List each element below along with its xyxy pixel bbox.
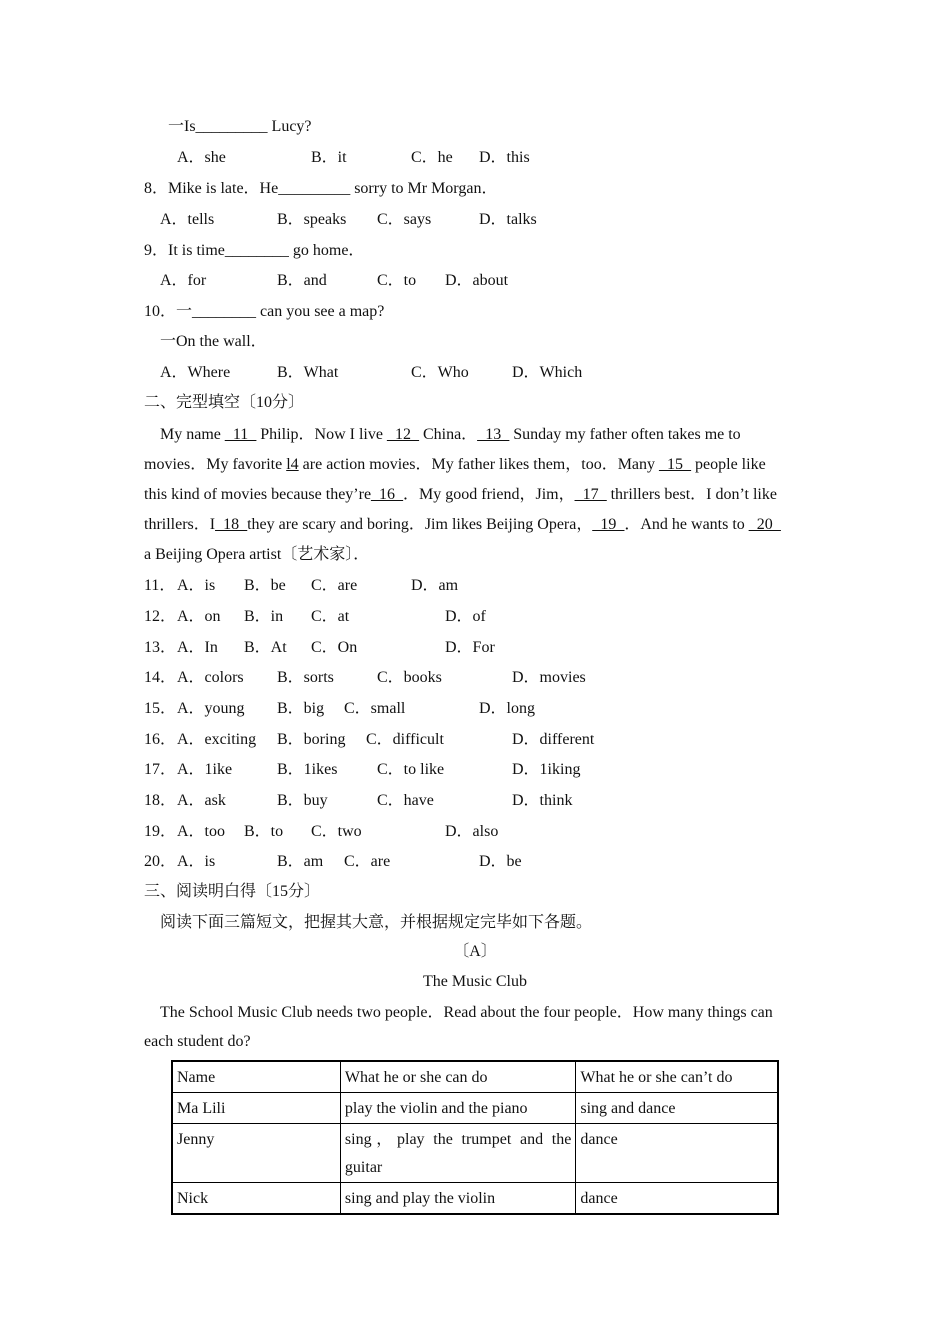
q9-option-b: B．and xyxy=(277,272,327,289)
passage-line-3: this kind of movies because they’re_16_．My good friend，Jim，_17_ thrillers best．I don’t like xyxy=(144,486,777,503)
table-row xyxy=(172,1124,778,1183)
q19-option-a: A．too xyxy=(177,823,226,840)
section3-instruction: 阅读下面三篇短文，把握其大意，并根据规定完毕如下各题。 xyxy=(160,914,593,931)
q18-option-b: B．buy xyxy=(277,792,328,809)
cell-can-do: play the violin and the piano xyxy=(340,1093,575,1124)
cell-cant-do: dance xyxy=(576,1183,778,1215)
q15-option-a: A．young xyxy=(177,700,245,717)
q10-option-d: D．Which xyxy=(512,364,583,381)
q13-option-b: B．At xyxy=(244,639,287,656)
q12-option-c: C．at xyxy=(311,608,350,625)
part-label: 〔A〕 xyxy=(453,943,497,960)
q19-num: 19． xyxy=(144,823,177,840)
table-row xyxy=(172,1093,778,1124)
q10-option-a: A．Where xyxy=(160,364,231,381)
cell-cant-do: dance xyxy=(576,1124,778,1183)
q10-option-c: C．Who xyxy=(411,364,469,381)
q8-option-a: A．tells xyxy=(160,211,215,228)
q8-option-c: C．says xyxy=(377,211,432,228)
q12-num: 12． xyxy=(144,608,177,625)
q17-option-b: B．1ikes xyxy=(277,761,338,778)
q14-option-c: C．books xyxy=(377,669,442,686)
music-club-table xyxy=(171,1060,779,1215)
q13-option-c: C．On xyxy=(311,639,358,656)
q7-option-b: B．it xyxy=(311,149,347,166)
q11-option-d: D．am xyxy=(411,577,459,594)
intro-line-1: The School Music Club needs two people．Read about the four people．How many things can xyxy=(160,1004,773,1021)
q18-option-a: A．ask xyxy=(177,792,226,809)
cell-name: Nick xyxy=(172,1183,340,1215)
table-header-row xyxy=(172,1061,778,1093)
q19-option-b: B．to xyxy=(244,823,284,840)
q18-option-c: C．have xyxy=(377,792,434,809)
q9-stem: 9．It is time________ go home． xyxy=(144,242,365,259)
q15-option-b: B．big xyxy=(277,700,325,717)
q20-option-a: A．is xyxy=(177,853,216,870)
q10-answer-line: 一On the wall． xyxy=(160,333,267,350)
q16-option-b: B．boring xyxy=(277,731,346,748)
q7-option-c: C．he xyxy=(411,149,453,166)
passage-line-2: movies．My favorite l4 are action movies．My father likes them，too．Many _15_ people like xyxy=(144,456,766,473)
q20-num: 20． xyxy=(144,853,177,870)
q19-option-d: D．also xyxy=(445,823,499,840)
q17-option-a: A．1ike xyxy=(177,761,233,778)
q14-option-a: A．colors xyxy=(177,669,244,686)
q14-option-d: D．movies xyxy=(512,669,586,686)
q13-num: 13． xyxy=(144,639,177,656)
q9-option-a: A．for xyxy=(160,272,207,289)
q16-option-c: C．difficult xyxy=(366,731,444,748)
q20-option-b: B．am xyxy=(277,853,324,870)
q16-option-a: A．exciting xyxy=(177,731,257,748)
q14-num: 14． xyxy=(144,669,177,686)
q10-stem: 10．一________ can you see a map? xyxy=(144,303,385,320)
header-can-do: What he or she can do xyxy=(340,1061,575,1093)
q13-option-d: D．For xyxy=(445,639,495,656)
q12-option-a: A．on xyxy=(177,608,221,625)
q7-option-a: A．she xyxy=(177,149,226,166)
header-cant-do: What he or she can’t do xyxy=(576,1061,778,1093)
q15-option-d: D．long xyxy=(479,700,536,717)
q8-option-d: D．talks xyxy=(479,211,537,228)
cell-name: Ma Lili xyxy=(172,1093,340,1124)
section3-heading: 三、阅读明白得〔15分〕 xyxy=(144,883,321,900)
passage-line-4: thrillers．I_18_they are scary and boring．Jim likes Beijing Opera，_19_．And he wants to _20_ xyxy=(144,516,781,533)
q12-option-d: D．of xyxy=(445,608,486,625)
q9-option-c: C．to xyxy=(377,272,417,289)
q13-option-a: A．In xyxy=(177,639,218,656)
q9-option-d: D．about xyxy=(445,272,509,289)
cell-cant-do: sing and dance xyxy=(576,1093,778,1124)
q18-num: 18． xyxy=(144,792,177,809)
passage-line-1: My name _11_ Philip．Now I live _12_ China．_13_ Sunday my father often takes me to xyxy=(160,426,741,443)
q12-option-b: B．in xyxy=(244,608,284,625)
table-row xyxy=(172,1183,778,1215)
q20-option-d: D．be xyxy=(479,853,522,870)
q17-num: 17． xyxy=(144,761,177,778)
q19-option-c: C．two xyxy=(311,823,362,840)
q17-option-c: C．to like xyxy=(377,761,445,778)
cell-can-do: sing，play the trumpet and the guitar xyxy=(340,1124,575,1183)
passage-title: The Music Club xyxy=(423,973,527,990)
q11-option-c: C．are xyxy=(311,577,358,594)
passage-line-5: a Beijing Opera artist〔艺术家〕． xyxy=(144,546,370,563)
q20-option-c: C．are xyxy=(344,853,391,870)
q15-option-c: C．small xyxy=(344,700,406,717)
q7-option-d: D．this xyxy=(479,149,530,166)
q10-option-b: B．What xyxy=(277,364,339,381)
q16-num: 16． xyxy=(144,731,177,748)
section2-heading: 二、完型填空〔10分〕 xyxy=(144,394,305,411)
q7-stem: 一Is_________ Lucy? xyxy=(168,118,312,135)
q18-option-d: D．think xyxy=(512,792,573,809)
q14-option-b: B．sorts xyxy=(277,669,334,686)
q8-stem: 8．Mike is late．He_________ sorry to Mr Morgan． xyxy=(144,180,498,197)
q15-num: 15． xyxy=(144,700,177,717)
q11-option-a: A．is xyxy=(177,577,216,594)
cell-can-do: sing and play the violin xyxy=(340,1183,575,1215)
q11-num: 11． xyxy=(144,577,176,594)
q16-option-d: D．different xyxy=(512,731,595,748)
header-name: Name xyxy=(172,1061,340,1093)
q17-option-d: D．1iking xyxy=(512,761,581,778)
q8-option-b: B．speaks xyxy=(277,211,347,228)
cell-name: Jenny xyxy=(172,1124,340,1183)
q11-option-b: B．be xyxy=(244,577,286,594)
intro-line-2: each student do? xyxy=(144,1033,251,1050)
